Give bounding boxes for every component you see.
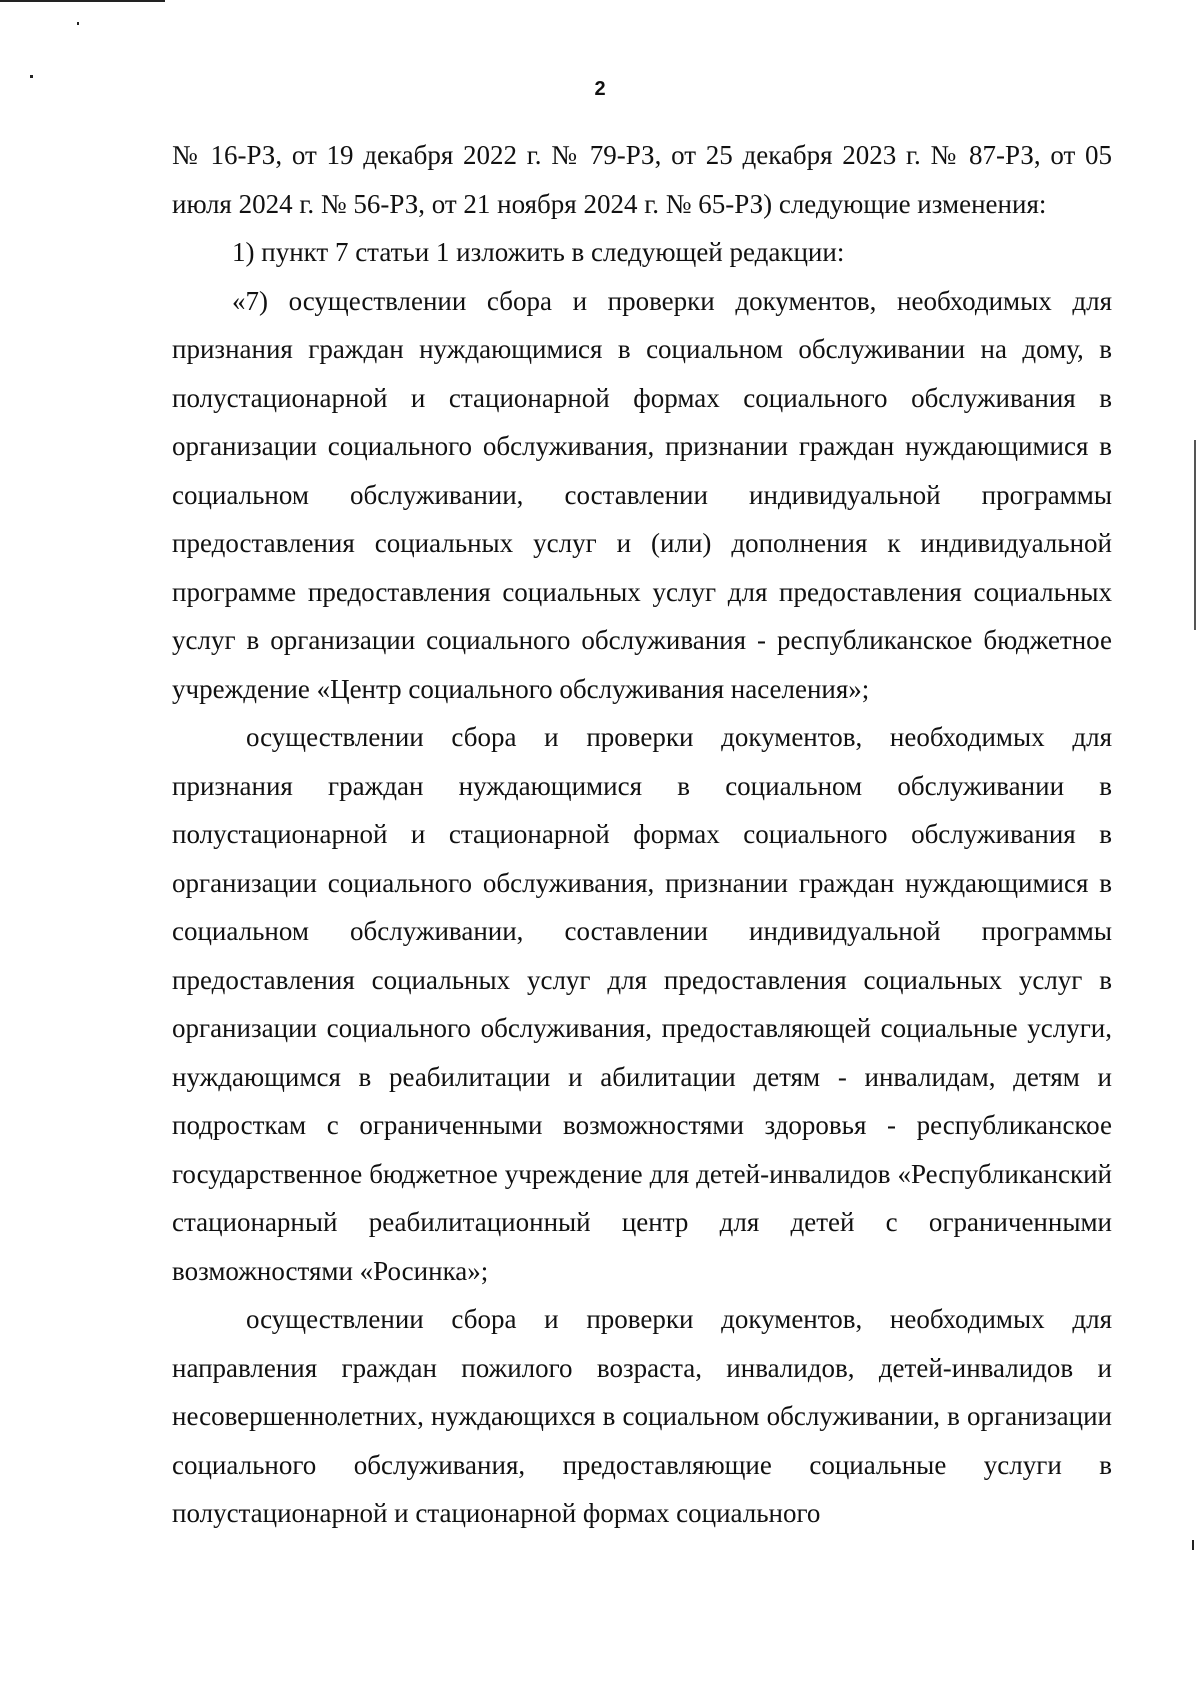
scan-artifact-dot: [77, 22, 79, 25]
paragraph: осуществлении сбора и проверки документов, необходимых для направления граждан пожилого возраста, инвалидов, детей-инвалидов и несовершеннолетних, нуждающихся в социальном обслуживании, в организации социального обслуживания, предоставляющие социальные услуги в полустационарной и стационарной формах социального: [172, 1304, 1112, 1528]
paragraph: осуществлении сбора и проверки документов, необходимых для признания граждан нуждающимися в социальном обслуживании в полустационарной и стационарной формах социального обслуживания в организации социального обслуживания, признании граждан нуждающимися в социальном обслуживании, составлении индивидуальной программы предоставления социальных услуг для предоставления социальных услуг в организации социального обслуживания, предоставляющей социальные услуги, нуждающимся в реабилитации и абилитации детям - инвалидам, детям и подросткам с ограниченными возможностями здоровья - республиканское государственное бюджетное учреждение для детей-инвалидов «Республиканский стационарный реабилитационный центр для детей с ограниченными возможностями «Росинка»;: [172, 722, 1112, 1286]
paragraph: 1) пункт 7 статьи 1 изложить в следующей редакции:: [232, 237, 845, 267]
scan-artifact-top-line: [0, 0, 165, 2]
document-body: [172, 131, 1112, 1538]
page-number: 2: [594, 78, 606, 100]
scan-artifact-dot: [1192, 1540, 1194, 1550]
scan-artifact-edge-line: [1194, 440, 1196, 630]
paragraph: «7) осуществлении сбора и проверки документов, необходимых для признания граждан нуждающимися в социальном обслуживании на дому, в полустационарной и стационарной формах социального обслуживания в организации социального обслуживания, признании граждан нуждающимися в социальном обслуживании, составлении индивидуальной программы предоставления социальных услуг и (или) дополнения к индивидуальной программе предоставления социальных услуг для предоставления социальных услуг в организации социального обслуживания - республиканское бюджетное учреждение «Центр социального обслуживания населения»;: [172, 285, 1112, 704]
paragraph: № 16-РЗ, от 19 декабря 2022 г. № 79-РЗ, от 25 декабря 2023 г. № 87-РЗ, от 05 июля 2024 г. № 56-РЗ, от 21 ноября 2024 г. № 65-РЗ) следующие изменения:: [172, 140, 1112, 219]
